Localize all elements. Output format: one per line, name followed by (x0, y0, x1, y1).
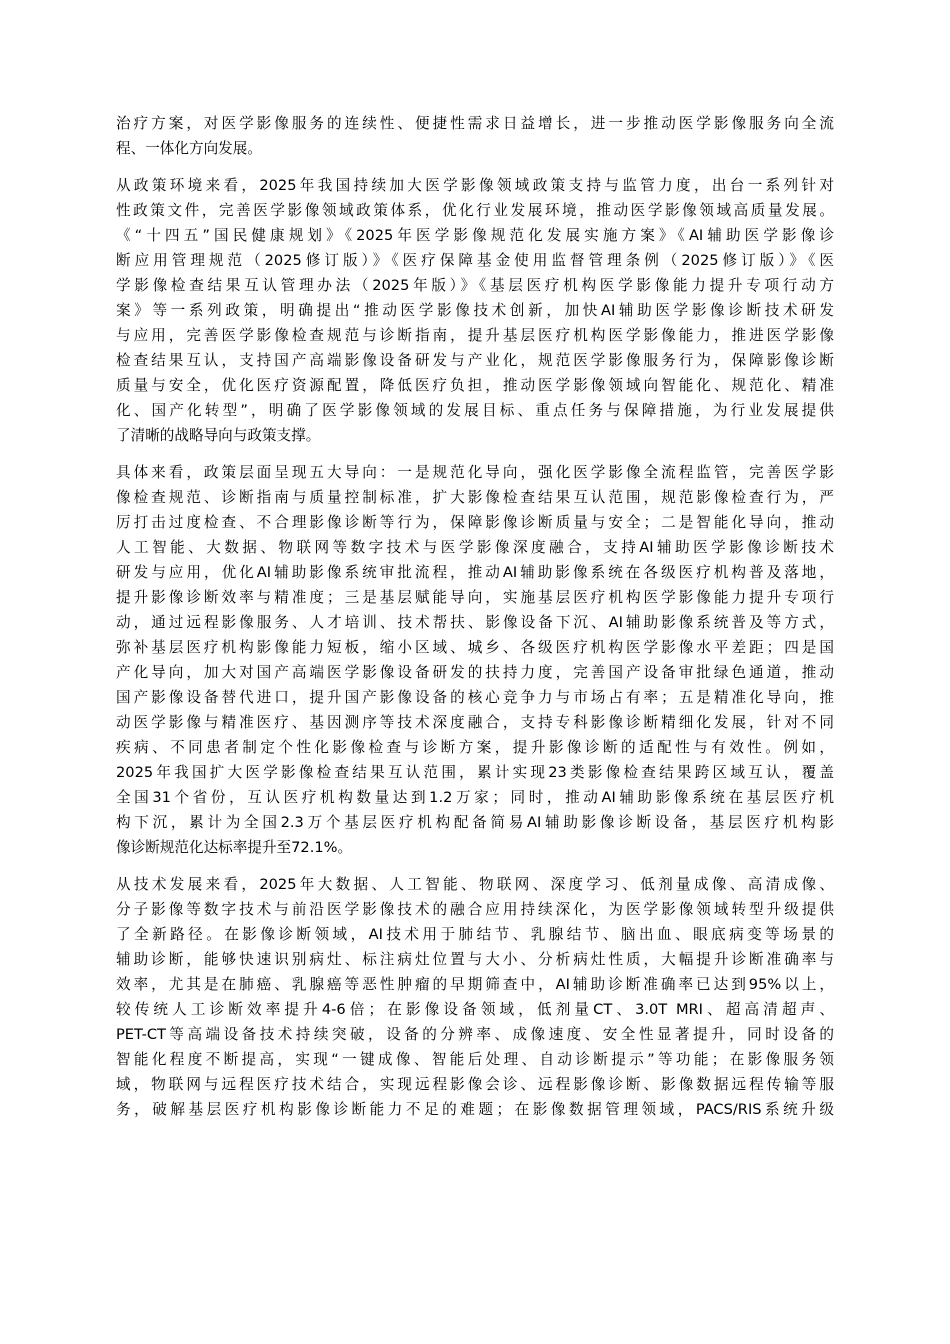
text-line: 了全新路径。在影像诊断领域，AI技术用于肺结节、乳腺结节、脑出血、眼底病变等场景的 (116, 926, 834, 943)
text-line: 疾病、不同患者制定个性化影像检查与诊断方案，提升影像诊断的适配性与有效性。例如， (116, 739, 834, 756)
text-line: 提升影像诊断效率与精准度；三是基层赋能导向，实施基层医疗机构医学影像能力提升专项行 (116, 589, 834, 606)
text-line: 检查结果互认，支持国产高端影像设备研发与产业化，规范医学影像服务行为，保障影像诊断 (116, 352, 834, 369)
text-line: 智能化程度不断提高，实现“一键成像、智能后处理、自动诊断提示”等功能；在影像服务领 (116, 1051, 834, 1068)
text-line: 国产影像设备替代进口，提升国产影像设备的核心竞争力与市场占有率；五是精准化导向，推 (116, 689, 834, 706)
text-line: 具体来看，政策层面呈现五大导向：一是规范化导向，强化医学影像全流程监管，完善医学影 (116, 464, 834, 481)
text-line: PET-CT等高端设备技术持续突破，设备的分辨率、成像速度、安全性显著提升，同时设备的 (116, 1026, 834, 1043)
paragraph-policy-environment (116, 173, 834, 448)
text-line: 从政策环境来看，2025年我国持续加大医学影像领域政策支持与监管力度，出台一系列针对 (116, 177, 834, 194)
text-line: 像诊断规范化达标率提升至72.1%。 (116, 839, 353, 856)
text-line: 与应用，完善医学影像检查规范与诊断指南，提升基层医疗机构医学影像能力，推进医学影像 (116, 327, 834, 344)
text-line: 厉打击过度检查、不合理影像诊断等行为，保障影像诊断质量与安全；二是智能化导向，推动 (116, 514, 834, 531)
text-line: 像检查规范、诊断指南与质量控制标准，扩大影像检查结果互认范围，规范影像检查行为，严 (116, 489, 834, 506)
text-line: 全国31个省份，互认医疗机构数量达到1.2万家；同时，推动AI辅助影像系统在基层医疗机 (116, 789, 834, 806)
text-line: 弥补基层医疗机构影像能力短板，缩小区域、城乡、各级医疗机构医学影像水平差距；四是国 (116, 639, 834, 656)
paragraph-service-trend (116, 111, 834, 161)
text-line: 人工智能、大数据、物联网等数字技术与医学影像深度融合，支持AI辅助医学影像诊断技术 (116, 539, 834, 556)
paragraph-policy-directions (116, 460, 834, 860)
text-line: 程、一体化方向发展。 (116, 140, 262, 157)
text-line: 断应用管理规范（2025修订版）》《医疗保障基金使用监督管理条例（2025修订版）》《医 (116, 252, 834, 269)
text-line: 从技术发展来看，2025年大数据、人工智能、物联网、深度学习、低剂量成像、高清成像、 (116, 876, 834, 893)
text-line: 了清晰的战略导向与政策支撑。 (116, 427, 321, 444)
paragraph-technology-development (116, 872, 834, 1122)
text-line: 动医学影像与精准医疗、基因测序等技术深度融合，支持专科影像诊断精细化发展，针对不同 (116, 714, 834, 731)
text-line: 务，破解基层医疗机构影像诊断能力不足的难题；在影像数据管理领域，PACS/RIS系统升级 (116, 1101, 834, 1118)
text-line: 较传统人工诊断效率提升4-6倍；在影像设备领域，低剂量CT、3.0T MRI、超高清超声、 (116, 1001, 834, 1018)
text-line: 分子影像等数字技术与前沿医学影像技术的融合应用持续深化，为医学影像领域转型升级提供 (116, 901, 834, 918)
text-line: 质量与安全，优化医疗资源配置，降低医疗负担，推动医学影像领域向智能化、规范化、精准 (116, 377, 834, 394)
text-line: 《“十四五”国民健康规划》《2025年医学影像规范化发展实施方案》《AI辅助医学影像诊 (116, 227, 834, 244)
text-line: 化、国产化转型”，明确了医学影像领域的发展目标、重点任务与保障措施，为行业发展提供 (116, 402, 834, 419)
text-line: 辅助诊断，能够快速识别病灶、标注病灶位置与大小、分析病灶性质，大幅提升诊断准确率与 (116, 951, 834, 968)
text-line: 学影像检查结果互认管理办法（2025年版）》《基层医疗机构医学影像能力提升专项行动方 (116, 277, 834, 294)
document-page (116, 111, 834, 1134)
text-line: 性政策文件，完善医学影像领域政策体系，优化行业发展环境，推动医学影像领域高质量发展。 (116, 202, 834, 219)
text-line: 研发与应用，优化AI辅助影像系统审批流程，推动AI辅助影像系统在各级医疗机构普及落地， (116, 564, 834, 581)
text-line: 动，通过远程影像服务、人才培训、技术帮扶、影像设备下沉、AI辅助影像系统普及等方式， (116, 614, 834, 631)
text-line: 产化导向，加大对国产高端医学影像设备研发的扶持力度，完善国产设备审批绿色通道，推动 (116, 664, 834, 681)
text-line: 治疗方案，对医学影像服务的连续性、便捷性需求日益增长，进一步推动医学影像服务向全流 (116, 115, 834, 132)
text-line: 构下沉，累计为全国2.3万个基层医疗机构配备简易AI辅助影像诊断设备，基层医疗机构影 (116, 814, 834, 831)
text-line: 域，物联网与远程医疗技术结合，实现远程影像会诊、远程影像诊断、影像数据远程传输等服 (116, 1076, 834, 1093)
text-line: 效率，尤其是在肺癌、乳腺癌等恶性肿瘤的早期筛查中，AI辅助诊断准确率已达到95%以上， (116, 976, 834, 993)
text-line: 2025年我国扩大医学影像检查结果互认范围，累计实现23类影像检查结果跨区域互认，覆盖 (116, 764, 834, 781)
text-line: 案》等一系列政策，明确提出“推动医学影像技术创新，加快AI辅助医学影像诊断技术研发 (116, 302, 834, 319)
